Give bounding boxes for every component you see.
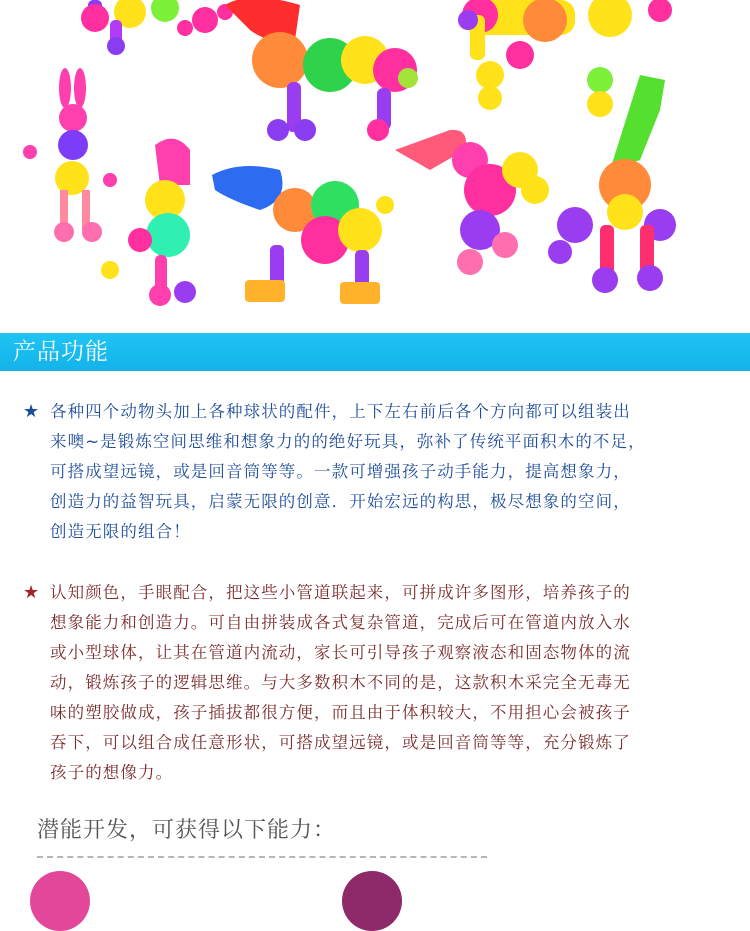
ability-circle-left xyxy=(30,871,90,931)
star-icon: ★ xyxy=(23,582,40,603)
toy-figure-pelican xyxy=(395,130,549,275)
product-photo xyxy=(0,0,750,333)
feature-2-line: 动，锻炼孩子的逻辑思维。与大多数积木不同的是，这款积木采完全无毒无 xyxy=(50,673,631,692)
feature-2-line: 认知颜色，手眼配合，把这些小管道联起来，可拼成许多图形，培养孩子的 xyxy=(50,583,631,602)
toy-figure-monkey xyxy=(101,139,196,306)
feature-1-line: 可搭成望远镜，或是回音筒等等。一款可增强孩子动手能力，提高想象力， xyxy=(50,462,631,481)
feature-1-line: 各种四个动物头加上各种球状的配件，上下左右前后各个方向都可以组装出 xyxy=(50,402,631,421)
feature-1-line: 来噢~是锻炼空间思维和想象力的的绝好玩具，弥补了传统平面积木的不足， xyxy=(50,432,646,451)
toy-figure-rabbit xyxy=(23,68,117,242)
toy-figure-horse xyxy=(225,0,418,141)
feature-2-line: 吞下，可以组合成任意形状，可搭成望远镜，或是回音筒等等，充分锻炼了 xyxy=(50,733,631,752)
dashed-divider xyxy=(37,856,487,858)
toy-figure-elephant xyxy=(212,166,394,304)
feature-2-line: 或小型球体，让其在管道内流动，家长可引导孩子观察液态和固态物体的流 xyxy=(50,643,631,662)
feature-1-line: 创造无限的组合！ xyxy=(50,522,191,541)
feature-2-line: 孩子的想像力。 xyxy=(50,763,174,782)
section-banner xyxy=(0,333,750,371)
potential-subheading: 潜能开发，可获得以下能力： xyxy=(37,818,337,843)
section-title: 产品功能 xyxy=(13,339,109,365)
star-icon: ★ xyxy=(23,401,40,422)
feature-paragraph-1 xyxy=(50,397,710,547)
feature-2-line: 味的塑胶做成，孩子插拔都很方便，而且由于体积较大，不用担心会被孩子 xyxy=(50,703,631,722)
feature-1-line: 创造力的益智玩具，启蒙无限的创意．开始宏远的构思，极尽想象的空间， xyxy=(50,492,631,511)
feature-paragraph-2 xyxy=(50,578,710,788)
toy-figure-top-left xyxy=(81,0,233,55)
ability-circle-right xyxy=(342,871,402,931)
feature-2-line: 想象能力和创造力。可自由拼装成各式复杂管道，完成后可在管道内放入水 xyxy=(50,613,631,632)
